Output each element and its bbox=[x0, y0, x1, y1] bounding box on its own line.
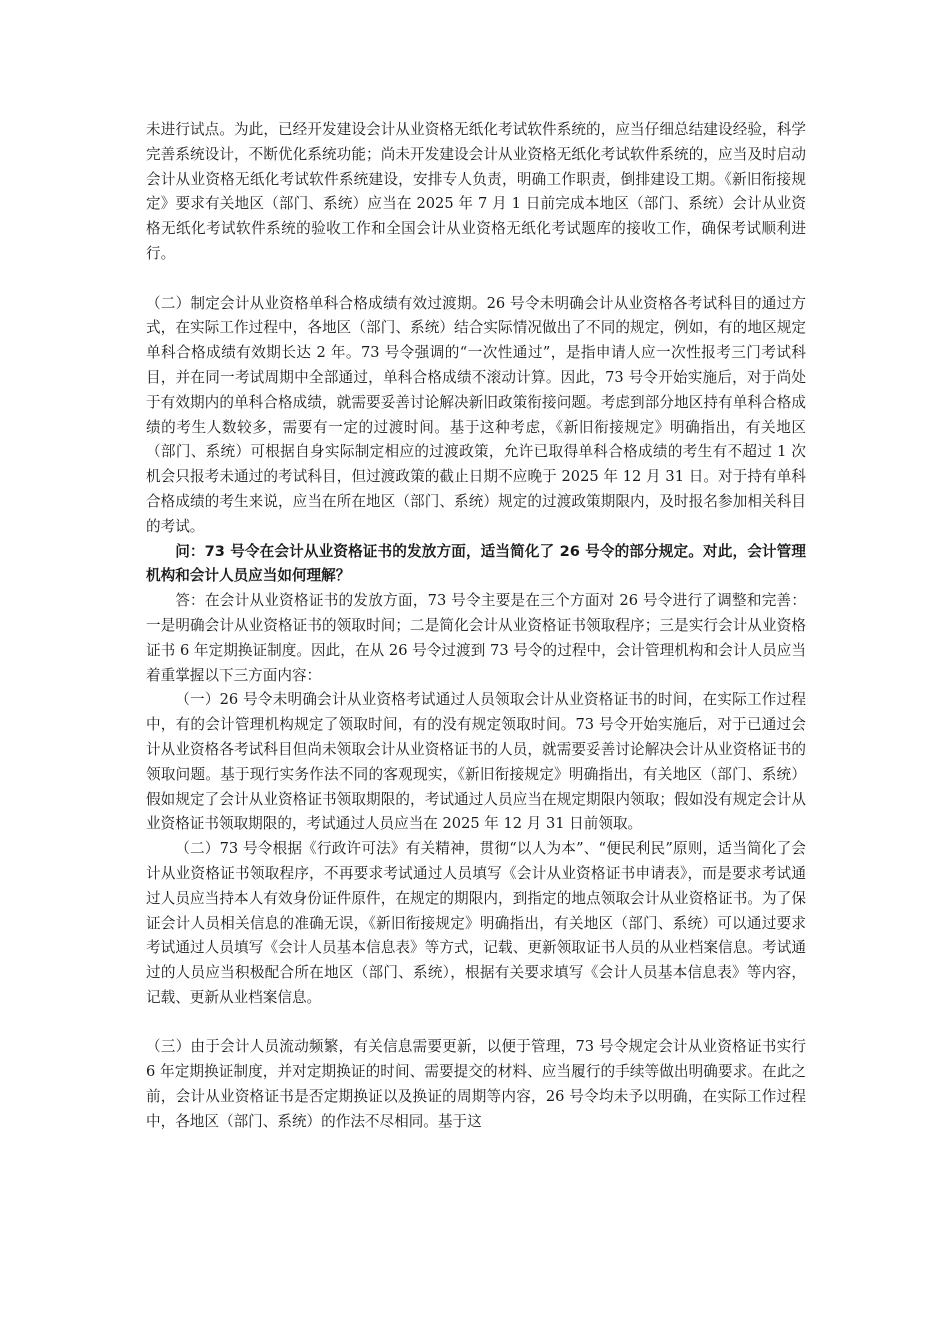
question-heading: 问：73 号令在会计从业资格证书的发放方面，适当简化了 26 号令的部分规定。对此，会计管理机构和会计人员应当如何理解？ bbox=[146, 542, 806, 585]
paragraph-point-three: （三）由于会计人员流动频繁，有关信息需要更新，以便于管理，73 号令规定会计从业资格证书实行 6 年定期换证制度，并对定期换证的时间、需要提交的材料、应当履行的手续等做出明确要求。在此之前，会计从业资格证书是否定期换证以及换证的周期等内容，26 号令均未予以明确，在实际工作过程中，各地区（部门、系统）的作法不尽相同。基于这 bbox=[146, 1038, 806, 1130]
paragraph-continuation: 未进行试点。为此，已经开发建设会计从业资格无纸化考试软件系统的，应当仔细总结建设经验，科学完善系统设计，不断优化系统功能；尚未开发建设会计从业资格无纸化考试软件系统的，应当及时启动会计从业资格无纸化考试软件系统建设，安排专人负责，明确工作职责，倒排建设工期。《新旧衔接规定》要求有关地区（部门、系统）应当在 2025 年 7 月 1 日前完成本地区（部门、系统）会计从业资格无纸化考试软件系统的验收工作和全国会计从业资格无纸化考试题库的接收工作，确保考试顺利进行。 bbox=[146, 121, 806, 262]
paragraph-transition-period: （二）制定会计从业资格单科合格成绩有效过渡期。26 号令未明确会计从业资格各考试科目的通过方式，在实际工作过程中，各地区（部门、系统）结合实际情况做出了不同的规定，例如，有的地区规定单科合格成绩有效期长达 2 年。73 号令强调的“一次性通过”，是指申请人应一次性报考三门考试科目，并在同一考试周期中全部通过，单科合格成绩不滚动计算。因此，73 号令开始实施后，对于尚处于有效期内的单科合格成绩，就需要妥善讨论解决新旧政策衔接问题。考虑到部分地区持有单科合格成绩的考生人数较多，需要有一定的过渡时间。基于这种考虑，《新旧衔接规定》明确指出，有关地区（部门、系统）可根据自身实际制定相应的过渡政策，允许已取得单科合格成绩的考生有不超过 1 次机会只报考未通过的考试科目，但过渡政策的截止日期不应晚于 2025 年 12 月 31 日。对于持有单科合格成绩的考生来说，应当在所在地区（部门、系统）规定的过渡政策期限内，及时报名参加相关科目的考试。 bbox=[146, 294, 806, 535]
document-body bbox=[146, 118, 806, 1135]
paragraph-point-one: （一）26 号令未明确会计从业资格考试通过人员领取会计从业资格证书的时间，在实际工作过程中，有的会计管理机构规定了领取时间，有的没有规定领取时间。73 号令开始实施后，对于已通过会计从业资格各考试科目但尚未领取会计从业资格证书的人员，就需要妥善讨论解决会计从业资格证书的领取问题。基于现行实务作法不同的客观现实，《新旧衔接规定》明确指出，有关地区（部门、系统）假如规定了会计从业资格证书领取期限的，考试通过人员应当在规定期限内领取；假如没有规定会计从业资格证书领取期限的，考试通过人员应当在 2025 年 12 月 31 日前领取。 bbox=[146, 691, 806, 833]
paragraph-point-two: （二）73 号令根据《行政许可法》有关精神，贯彻“以人为本”、“便民利民”原则，适当简化了会计从业资格证书领取程序，不再要求考试通过人员填写《会计从业资格证书申请表》，而是要求考试通过人员应当持本人有效身份证件原件，在规定的期限内，到指定的地点领取会计从业资格证书。为了保证会计人员相关信息的准确无误，《新旧衔接规定》明确指出，有关地区（部门、系统）可以通过要求考试通过人员填写《会计人员基本信息表》等方式，记载、更新领取证书人员的从业档案信息。考试通过的人员应当积极配合所在地区（部门、系统），根据有关要求填写《会计人员基本信息表》等内容，记载、更新从业档案信息。 bbox=[146, 840, 806, 1006]
answer-paragraph: 答：在会计从业资格证书的发放方面，73 号令主要是在三个方面对 26 号令进行了调整和完善：一是明确会计从业资格证书的领取时间；二是简化会计从业资格证书领取程序；三是实行会计从业资格证书 6 年定期换证制度。因此，在从 26 号令过渡到 73 号令的过程中，会计管理机构和会计人员应当着重掌握以下三方面内容： bbox=[146, 592, 806, 684]
